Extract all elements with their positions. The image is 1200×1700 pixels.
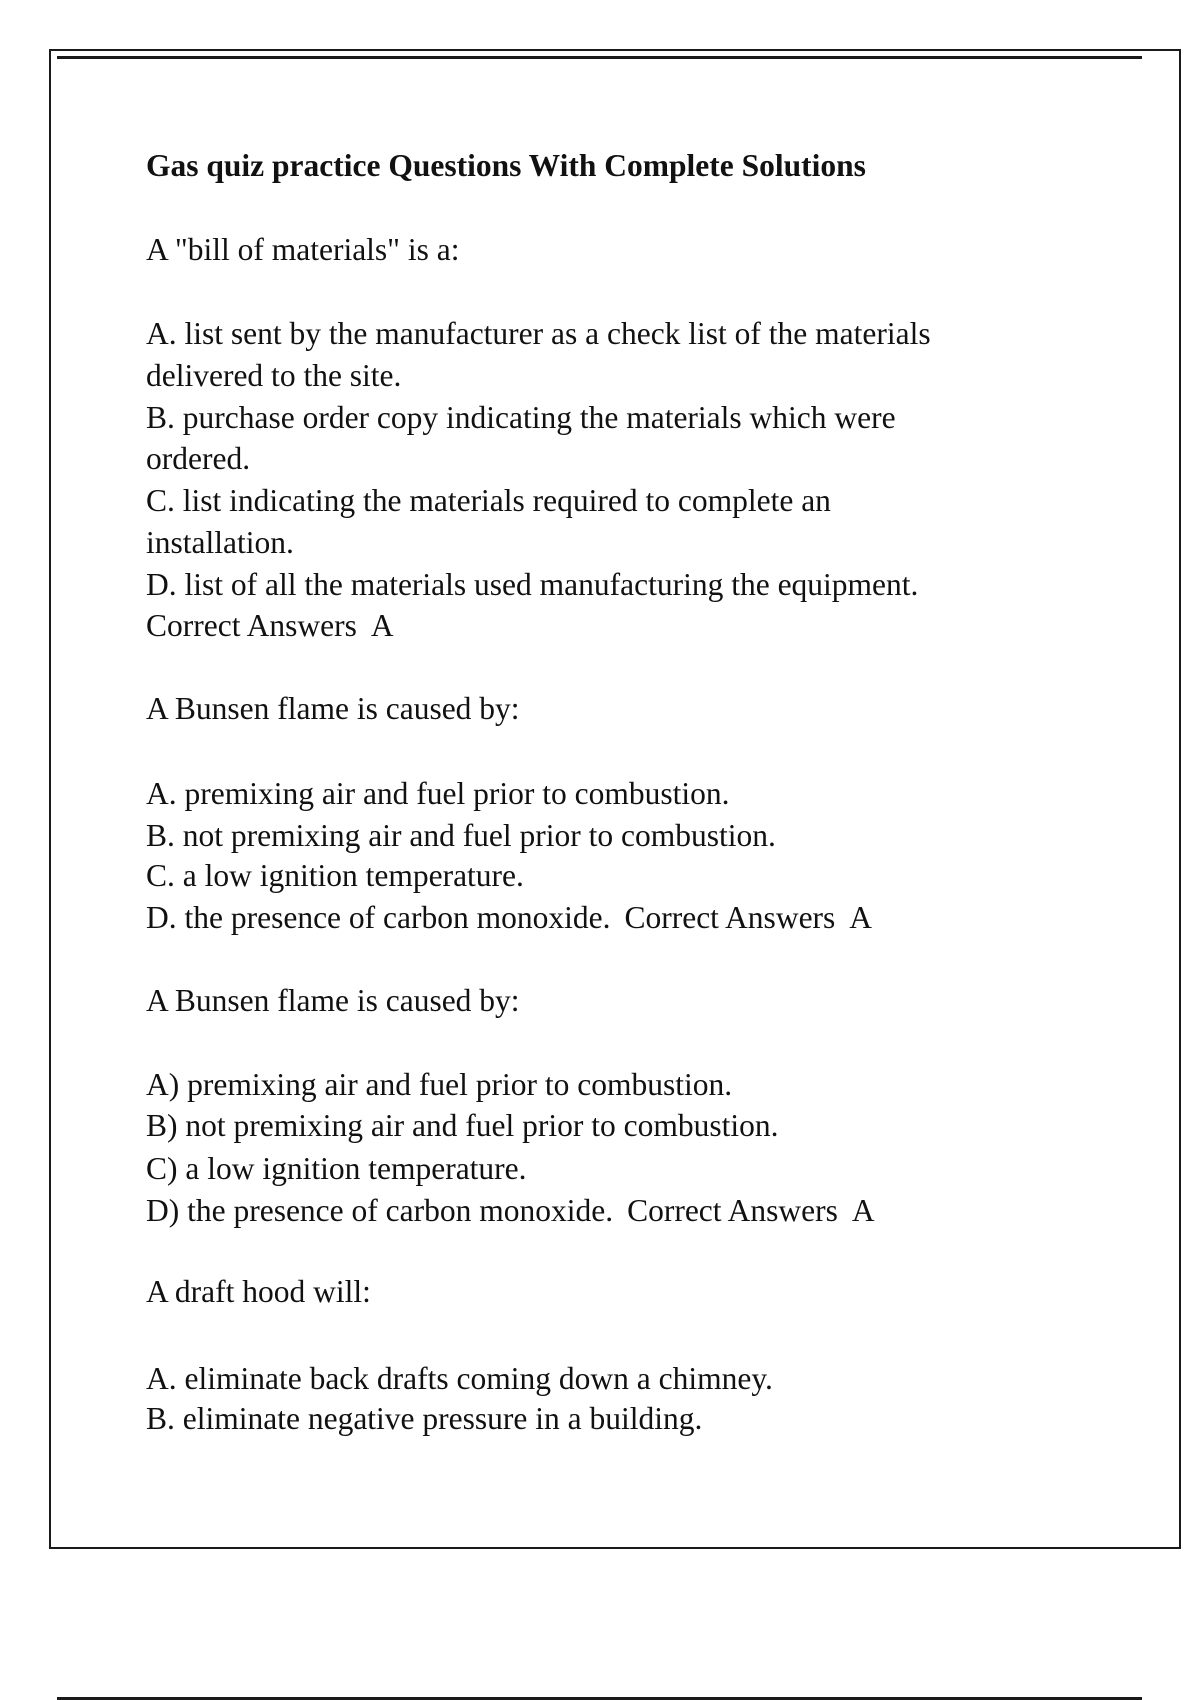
answer-label: Correct Answers — [146, 608, 357, 643]
option-line: C. a low ignition temperature. — [146, 858, 524, 893]
option-line: B. purchase order copy indicating the materials which were — [146, 400, 896, 435]
option-line — [146, 1191, 875, 1231]
option-line: B. eliminate negative pressure in a building. — [146, 1401, 703, 1436]
document-title: Gas quiz practice Questions With Complete Solutions — [146, 148, 866, 183]
option-line: installation. — [146, 525, 294, 560]
answer-label: Correct Answers — [624, 900, 836, 935]
answer-label: Correct Answers — [627, 1193, 838, 1228]
option-line: A. premixing air and fuel prior to combustion. — [146, 776, 730, 811]
answer-line — [146, 606, 394, 646]
option-line: B. not premixing air and fuel prior to combustion. — [146, 818, 776, 853]
option-text: D. the presence of carbon monoxide. — [146, 900, 611, 935]
option-line: A. list sent by the manufacturer as a check list of the materials — [146, 316, 931, 351]
question-2: A Bunsen flame is caused by: — [146, 691, 520, 726]
option-line — [146, 898, 872, 938]
option-text: D) the presence of carbon monoxide. — [146, 1193, 614, 1228]
option-line: A. eliminate back drafts coming down a chimney. — [146, 1361, 773, 1396]
option-line: B) not premixing air and fuel prior to combustion. — [146, 1108, 779, 1143]
option-line: C. list indicating the materials required to complete an — [146, 483, 831, 518]
option-line: ordered. — [146, 441, 251, 476]
answer-value: A — [370, 608, 394, 643]
option-line: delivered to the site. — [146, 358, 402, 393]
question-3: A Bunsen flame is caused by: — [146, 983, 520, 1018]
answer-value: A — [849, 900, 873, 935]
option-line: D. list of all the materials used manufacturing the equipment. — [146, 567, 919, 602]
option-line: C) a low ignition temperature. — [146, 1151, 527, 1186]
answer-value: A — [851, 1193, 875, 1228]
question-1: A "bill of materials" is a: — [146, 232, 460, 267]
header-rule — [57, 56, 1142, 59]
question-4: A draft hood will: — [146, 1274, 371, 1309]
option-line: A) premixing air and fuel prior to combustion. — [146, 1067, 733, 1102]
